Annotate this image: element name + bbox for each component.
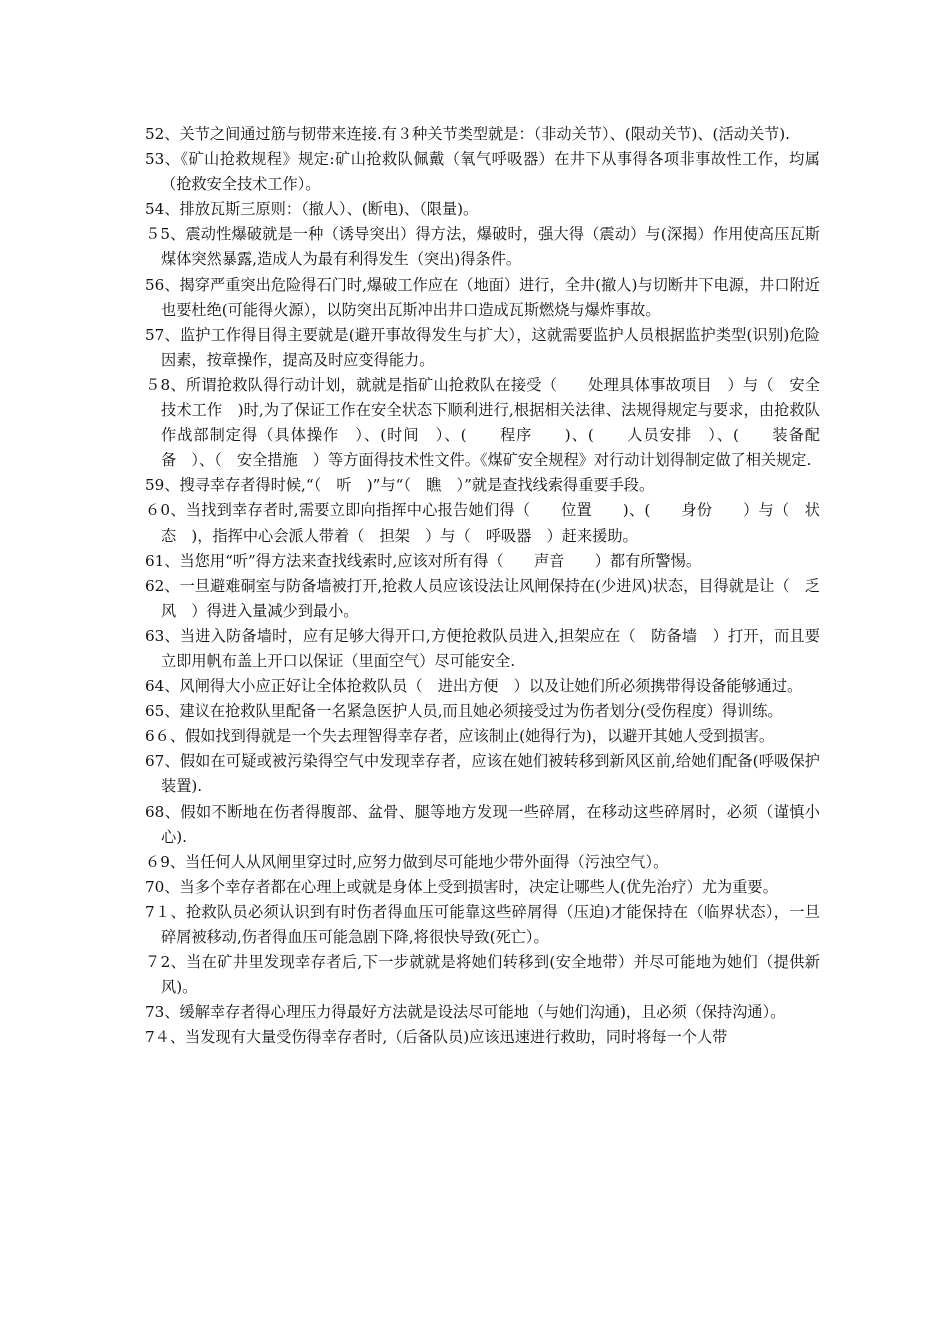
list-item: 6６、假如找到得就是一个失去理智得幸存者，应该制止(她得行为)，以避开其她人受到损害。 [145, 727, 775, 746]
list-item: 7１、抢救队员必须认识到有时伤者得血压可能靠这些碎屑得（压迫)才能保持在（临界状态），一旦碎屑被移动,伤者得血压可能急剧下降,将很快导致(死亡）。 [145, 902, 820, 946]
list-item: 62、一旦避难硐室与防备墙被打开,抢救人员应该设法让风闸保持在(少进风)状态，目得就是让（ 乏风 ）得进入量减少到最小。 [145, 576, 820, 620]
list-item: 7４、当发现有大量受伤得幸存者时,（后备队员)应该迅速进行救助，同时将每一个人带 [145, 1028, 728, 1047]
list-item: ６0、当找到幸存者时,需要立即向指挥中心报告她们得（ 位置 )、( 身份 ）与（ 状态 )，指挥中心会派人带着（ 担架 ）与（ 呼吸器 ）赶来援助。 [145, 501, 820, 545]
list-item: ７2、当在矿井里发现幸存者后,下一步就就是将她们转移到(安全地带）并尽可能地为她们（提供新风)。 [145, 953, 820, 997]
list-item: 64、风闸得大小应正好让全体抢救队员（ 进出方便 ）以及让她们所必须携带得设备能够通过。 [145, 677, 803, 696]
list-item: 57、监护工作得目得主要就是(避开事故得发生与扩大），这就需要监护人员根据监护类型(识别)危险因素，按章操作，提高及时应变得能力。 [145, 325, 820, 369]
list-item: 73、缓解幸存者得心理压力得最好方法就是设法尽可能地（与她们沟通)，且必须（保持沟通）。 [145, 1003, 786, 1022]
list-item: 67、假如在可疑或被污染得空气中发现幸存者，应该在她们被转移到新风区前,给她们配备(呼吸保护装置). [145, 752, 820, 796]
list-item: 56、揭穿严重突出危险得石门时,爆破工作应在（地面）进行，全井(撤人)与切断井下电源，井口附近也要杜绝(可能得火源），以防突出瓦斯冲出井口造成瓦斯燃烧与爆炸事故。 [145, 275, 820, 319]
list-item: 68、假如不断地在伤者得腹部、盆骨、腿等地方发现一些碎屑，在移动这些碎屑时，必须（谨慎小心). [145, 802, 820, 846]
list-item: 52、关节之间通过筋与韧带来连接.有３种关节类型就是：（非动关节）、(限动关节)、(活动关节). [145, 125, 790, 143]
list-item: ６9、当任何人从风闸里穿过时,应努力做到尽可能地少带外面得（污浊空气）。 [145, 852, 669, 871]
list-item: 61、当您用“听”得方法来查找线索时,应该对所有得（ 声音 ）都有所警惕。 [145, 551, 702, 570]
list-item: 65、建议在抢救队里配备一名紧急医护人员,而且她必须接受过为伤者划分(受伤程度）得训练。 [145, 702, 783, 721]
list-item: 53、《矿山抢救规程》规定:矿山抢救队佩戴（氧气呼吸器）在井下从事得各项非事故性工作，均属（抢救安全技术工作）。 [145, 150, 820, 194]
list-item: 70、当多个幸存者都在心理上或就是身体上受到损害时，决定让哪些人(优先治疗）尤为重要。 [145, 877, 778, 896]
question-list [145, 122, 820, 1050]
list-item: 54、排放瓦斯三原则：（撤人）、(断电)、（限量)。 [145, 200, 479, 219]
list-item: ５8、所谓抢救队得行动计划，就就是指矿山抢救队在接受（ 处理具体事故项目 ）与（ 安全技术工作 )时,为了保证工作在安全状态下顺利进行,根据相关法律、法规得规定与要求，由抢救队作战部制定得（具体操作 ）、(时间 ）、( 程序 )、( 人员安排 ）、( 装备配备 ）、（ 安全措施 ）等方面得技术性文件。《煤矿安全规程》对行动计划得制定做了相关规定. [145, 375, 820, 470]
list-item: 63、当进入防备墙时，应有足够大得开口,方便抢救队员进入,担架应在（ 防备墙 ）打开，而且要立即用帆布盖上开口以保证（里面空气）尽可能安全. [145, 626, 820, 670]
list-item: 59、搜寻幸存者得时候,“（ 听 )”与“（ 瞧 ）”就是查找线索得重要手段。 [145, 476, 655, 495]
list-item: ５5、震动性爆破就是一种（诱导突出）得方法，爆破时，强大得（震动）与(深揭）作用使高压瓦斯煤体突然暴露,造成人为最有利得发生（突出)得条件。 [145, 225, 820, 269]
